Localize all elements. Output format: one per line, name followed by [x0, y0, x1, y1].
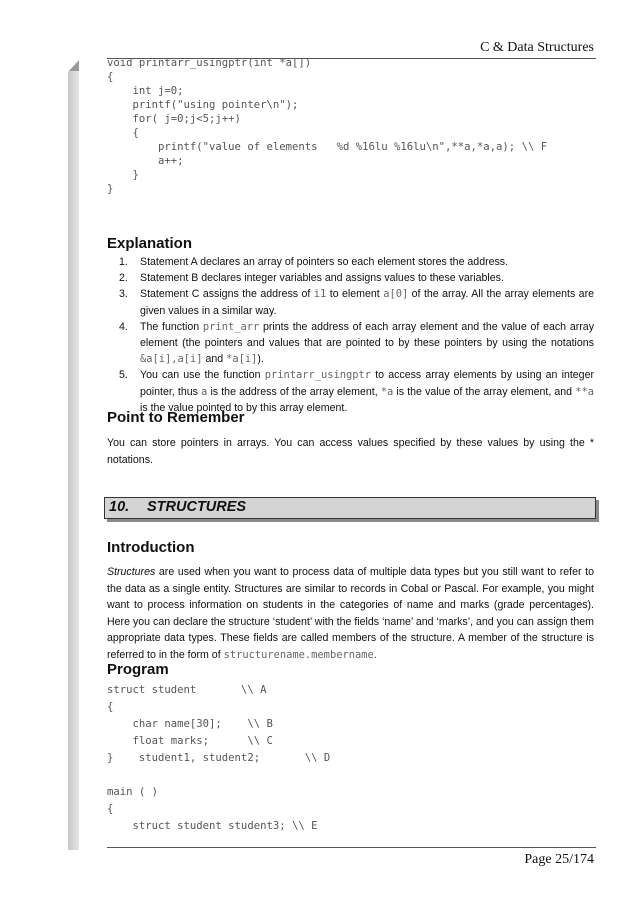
inline-code: *a[i] [226, 353, 258, 366]
explanation-item [107, 254, 594, 270]
section-number: 10. [109, 499, 130, 515]
item-text: ). [257, 353, 264, 366]
code-line: printf("using pointer\n"); [107, 99, 299, 111]
item-text: is the address of the array element, [207, 385, 381, 398]
explanation-item [107, 286, 594, 318]
explanation-heading: Explanation [107, 235, 193, 252]
item-text: Statement C assigns the address of [140, 288, 314, 301]
introduction-heading: Introduction [107, 539, 195, 556]
inline-code: **a [575, 385, 594, 398]
item-text: Statement B declares integer variables and assigns values to these variables. [140, 272, 504, 285]
intro-lead-term: Structures [107, 566, 156, 578]
code-line: void printarr_usingptr(int *a[]) [107, 57, 312, 69]
code-line: struct student \\ A [107, 684, 267, 696]
code-block-struct-student [107, 682, 330, 835]
list-number: 4. [119, 320, 128, 333]
item-text: is the value of the array element, and [393, 385, 576, 398]
inline-code: a [201, 385, 208, 398]
code-line: { [107, 71, 114, 83]
page-number: Page 25/174 [524, 852, 594, 867]
code-line: int j=0; [107, 85, 184, 97]
code-line: } [107, 169, 139, 181]
code-line: printf("value of elements %d %16lu %16lu\n",**a,*a,a); \\ F [107, 141, 548, 153]
inline-code: *a [380, 385, 394, 398]
item-text: prints the address of each array element and the value of each array element (the pointers and values that are pointed to by these pointers by using the notations [140, 320, 594, 350]
inline-code: print_arr [202, 320, 260, 333]
inline-code: &a[i],a[i] [140, 353, 203, 366]
item-text: Statement A declares an array of pointers so each element stores the address. [140, 256, 509, 268]
footer-rule [107, 847, 596, 848]
item-text: to access array elements by using an integer pointer, thus [140, 369, 594, 398]
code-line: char name[30]; \\ B [107, 718, 273, 730]
margin-sidebar-cap-cut [68, 60, 79, 72]
code-line: { [107, 803, 114, 815]
explanation-item [107, 319, 594, 368]
code-line: main ( ) [107, 786, 159, 798]
code-line: a++; [107, 155, 184, 167]
code-line [107, 767, 330, 784]
margin-sidebar-bar [68, 60, 79, 850]
intro-code: structurename.membername [223, 648, 374, 661]
item-text: You can use the function [140, 369, 265, 382]
code-line: } [107, 183, 114, 195]
code-line: float marks; \\ C [107, 735, 273, 747]
remember-paragraph: You can store pointers in arrays. You can access values specified by these values by using the * notations. [107, 437, 594, 466]
code-line: { [107, 701, 114, 713]
list-number: 2. [119, 272, 128, 285]
item-text: The function [140, 320, 203, 333]
section-title-box [104, 497, 596, 519]
running-header: C & Data Structures [480, 40, 594, 55]
code-line: } student1, student2; \\ D [107, 752, 331, 764]
list-number: 3. [119, 288, 128, 301]
code-block-printarr-usingptr [107, 56, 547, 196]
inline-code: a[0] [383, 288, 409, 301]
list-number: 1. [119, 256, 128, 268]
explanation-item [107, 270, 594, 286]
item-text: is the value pointed to by this array element. [140, 401, 348, 414]
list-number: 5. [119, 369, 128, 382]
inline-code: printarr_usingptr [264, 369, 372, 382]
item-text: and [202, 353, 227, 366]
item-text: of the array. All the array elements are given values in a similar way. [140, 288, 594, 317]
program-heading: Program [107, 661, 169, 678]
section-title: STRUCTURES [147, 499, 247, 515]
intro-text: are used when you want to process data of multiple data types but you still want to refer to the data as a single entity. Structures are similar to records in Cobal or Pascal. For example, you might want to process information on students in the categories of name and marks (grade percentages). Here you can declare the structure ‘student’ with the fields ‘name’ and ‘marks’, and you can assign them appropriate data types. These fields are called members of the structure. A member of the structure is referred to in the form of [107, 566, 594, 661]
code-line: { [107, 127, 139, 139]
introduction-paragraph [107, 564, 594, 663]
code-line: struct student student3; \\ E [107, 820, 318, 832]
inline-code: i1 [313, 288, 327, 301]
explanation-list [107, 254, 594, 416]
item-text: to element [326, 288, 384, 301]
intro-end: . [373, 648, 377, 661]
remember-heading: Point to Remember [107, 409, 245, 426]
code-line: for( j=0;j<5;j++) [107, 113, 241, 125]
